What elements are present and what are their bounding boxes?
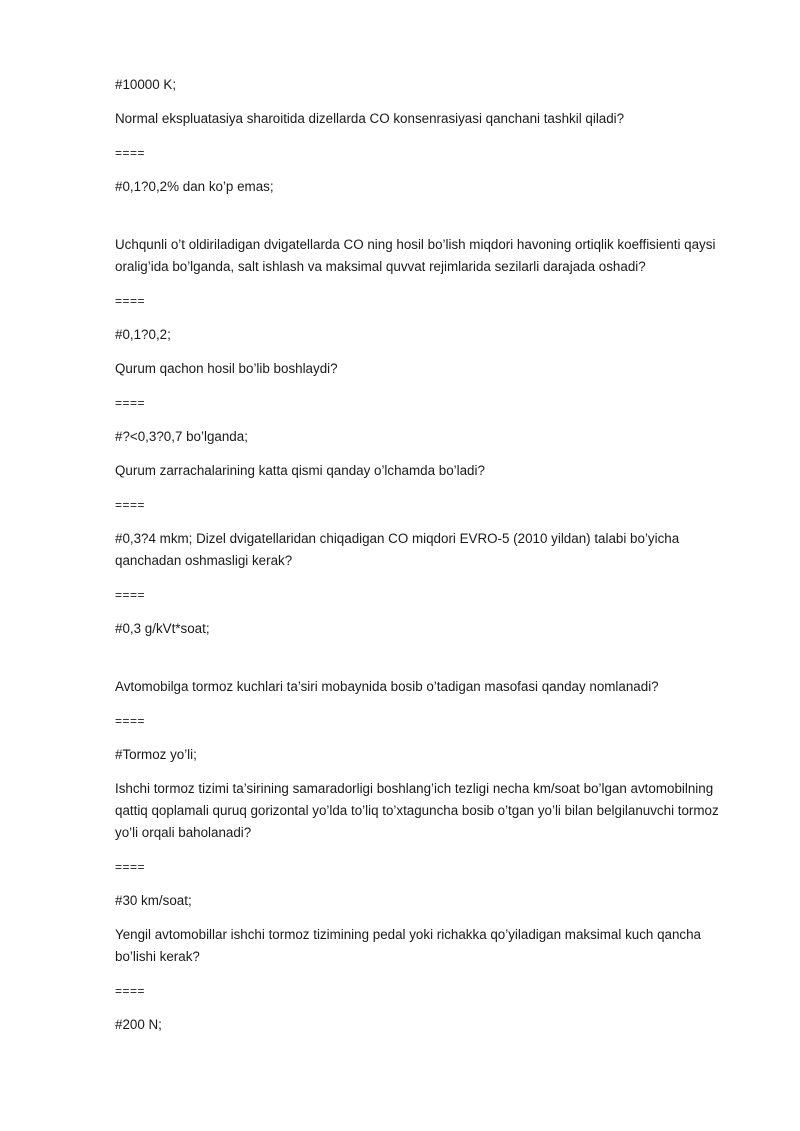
paragraph: #0,3?4 mkm; Dizel dvigatellaridan chiqadigan CO miqdori EVRO-5 (2010 yildan) talabi bo’yicha qanchadan oshmasligi kerak? [115,531,680,568]
paragraph: #200 N; [115,1017,162,1032]
document-body [115,74,743,1048]
separator-line: ==== [115,396,146,410]
paragraph: Qurum zarrachalarining katta qismi qanday o’lchamda bo’ladi? [115,463,485,478]
paragraph: Avtomobilga tormoz kuchlari ta’siri mobaynida bosib o’tadigan masofasi qanday nomlanadi? [115,679,659,694]
paragraph: Ishchi tormoz tizimi ta’sirining samaradorligi boshlang’ich tezligi necha km/soat bo’lgan avtomobilning qattiq qoplamali quruq gorizontal yo’lda to’liq to’xtaguncha bosib o’tgan yo’li bilan belgilanuvchi tormoz yo’li orqali baholanadi? [115,781,719,840]
paragraph: Normal ekspluatasiya sharoitida dizellarda CO konsenrasiyasi qanchani tashkil qiladi? [115,111,625,126]
separator-line: ==== [115,294,146,308]
paragraph: #0,1?0,2% dan ko’p emas; [115,179,274,194]
paragraph: Uchqunli o’t oldiriladigan dvigatellarda CO ning hosil bo’lish miqdori havoning ortiqlik koeffisienti qaysi oralig’ida bo’lganda, salt ishlash va maksimal quvvat rejimlarida sezilarli darajada oshadi? [115,237,716,274]
separator-line: ==== [115,860,146,874]
separator-line: ==== [115,984,146,998]
paragraph: #0,1?0,2; [115,327,171,342]
blank-line [115,210,743,234]
paragraph: #Tormoz yo’li; [115,747,197,762]
paragraph: #?<0,3?0,7 bo’lganda; [115,429,248,444]
separator-line: ==== [115,498,146,512]
separator-line: ==== [115,146,146,160]
paragraph: Yengil avtomobillar ishchi tormoz tizimining pedal yoki richakka qo’yiladigan maksimal kuch qancha bo’lishi kerak? [115,927,702,964]
separator-line: ==== [115,714,146,728]
paragraph: #30 km/soat; [115,893,192,908]
paragraph: #10000 K; [115,77,177,92]
paragraph: #0,3 g/kVt*soat; [115,621,210,636]
paragraph: Qurum qachon hosil bo’lib boshlaydi? [115,361,338,376]
separator-line: ==== [115,588,146,602]
blank-line [115,652,743,676]
